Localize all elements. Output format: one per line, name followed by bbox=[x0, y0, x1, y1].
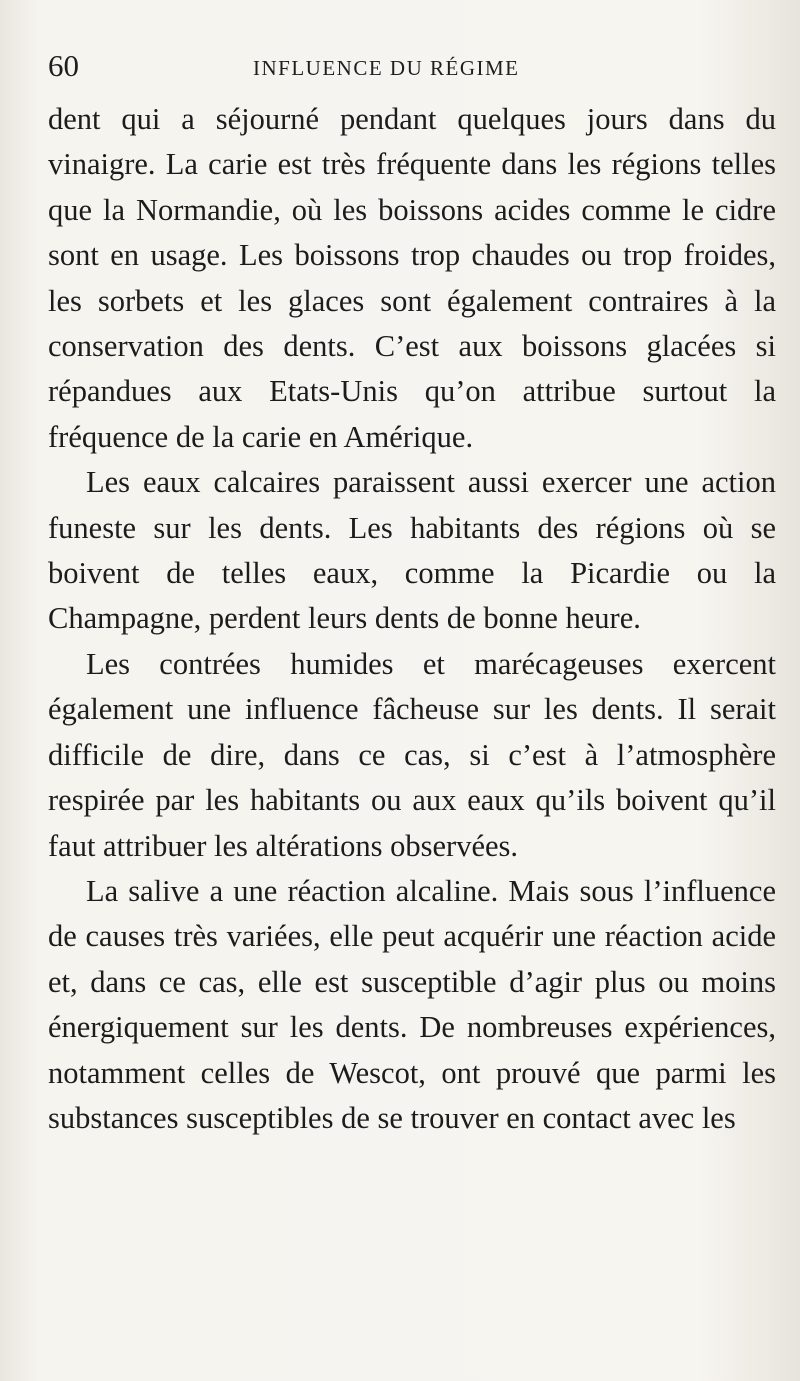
paragraph-salive: La salive a une réaction alcaline. Mais sous l’influence de causes très variées, elle peut acquérir une réaction acide et, dans ce cas, elle est susceptible d’agir plus ou moins énergiquement sur les dents. De nombreuses expériences, notamment celles de Wescot, ont prouvé que parmi les substances susceptibles de se trouver en contact avec les bbox=[48, 873, 776, 1135]
paragraph-eaux-calcaires: Les eaux calcaires paraissent aussi exercer une action funeste sur les dents. Les habitants des régions où se boivent de telles eaux, comme la Picardie ou la Champagne, perdent leurs dents de bonne heure. bbox=[48, 465, 776, 636]
page-header bbox=[48, 46, 788, 86]
running-title: INFLUENCE DU RÉGIME bbox=[253, 56, 520, 80]
page-body bbox=[48, 97, 776, 1141]
paragraph-continued: dent qui a séjourné pendant quelques jours dans du vinaigre. La carie est très fréquente dans les régions telles que la Normandie, où les boissons acides comme le cidre sont en usage. Les boissons trop chaudes ou trop froides, les sorbets et les glaces sont également contraires à la conservation des dents. C’est aux boissons glacées si répandues aux Etats-Unis qu’on attribue surtout la fréquence de la carie en Amérique. bbox=[48, 102, 776, 454]
paragraph-contrees-humides: Les contrées humides et marécageuses exercent également une influence fâcheuse sur les dents. Il serait difficile de dire, dans ce cas, si c’est à l’atmosphère respirée par les habitants ou aux eaux qu’ils boivent qu’il faut attribuer les altérations observées. bbox=[48, 646, 776, 863]
page-number: 60 bbox=[48, 48, 79, 83]
